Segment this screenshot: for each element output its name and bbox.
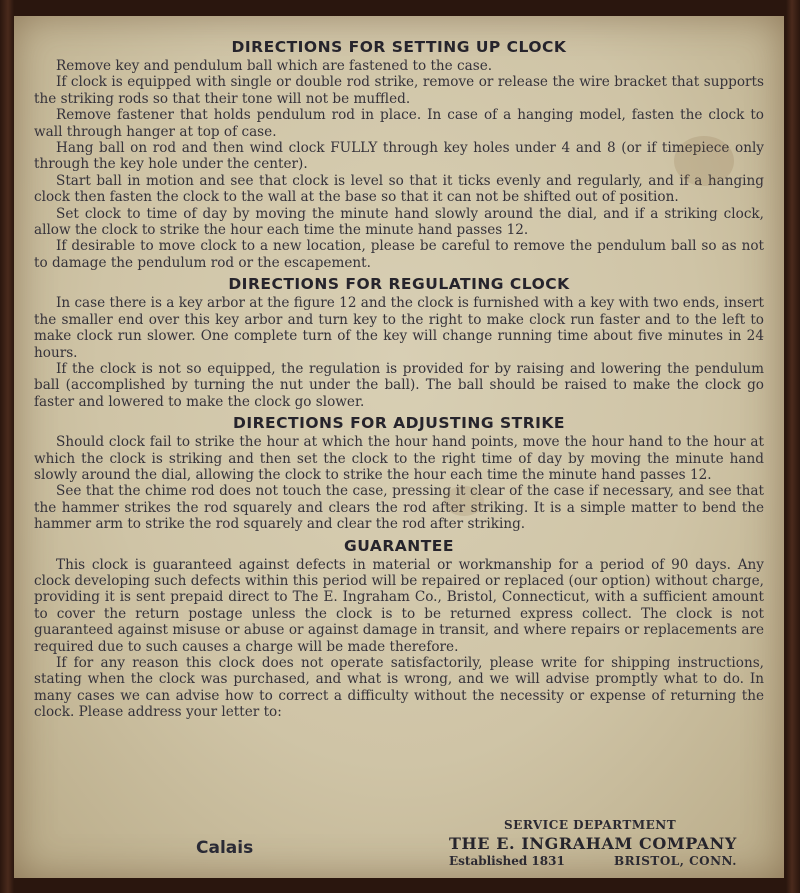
paragraph: If desirable to move clock to a new location, please be careful to remove the pendulum ball so as not to damage the pendulum rod or the escapement. xyxy=(34,238,764,271)
footer xyxy=(14,816,784,876)
paragraph: In case there is a key arbor at the figure 12 and the clock is furnished with a key with two ends, insert the smaller end over this key arbor and turn key to the right to make clock run faster and to the left to make clock run slower. One complete turn of the key will change running time about five minutes in 24 hours. xyxy=(34,295,764,361)
company-location: BRISTOL, CONN. xyxy=(614,854,737,868)
established-year: Established 1831 xyxy=(449,854,565,868)
section-heading: DIRECTIONS FOR ADJUSTING STRIKE xyxy=(232,414,566,433)
section-heading: DIRECTIONS FOR REGULATING CLOCK xyxy=(228,275,570,294)
service-department: SERVICE DEPARTMENT xyxy=(504,818,677,832)
paragraph: Start ball in motion and see that clock is level so that it ticks evenly and regularly, and if a hanging clock then fasten the clock to the wall at the base so that it can not be shifted out of position. xyxy=(34,172,764,206)
paragraph: Remove fastener that holds pendulum rod in place. In case of a hanging model, fasten the clock to wall through hanger at top of case. xyxy=(34,107,764,140)
paragraph: Remove key and pendulum ball which are fastened to the case. xyxy=(56,58,493,74)
section-heading: GUARANTEE xyxy=(344,536,454,555)
stain-mark xyxy=(444,486,484,516)
section-heading: DIRECTIONS FOR SETTING UP CLOCK xyxy=(231,38,567,56)
section-guarantee xyxy=(34,537,764,721)
paragraph: If the clock is not so equipped, the regulation is provided for by raising and lowering the pendulum ball (accomplished by turning the nut under the ball). The ball should be raised to make the clock go faster and lowered to make the clock go slower. xyxy=(34,360,764,410)
stain-mark xyxy=(674,136,734,186)
section-adjusting-strike xyxy=(34,414,764,532)
paragraph: Hang ball on rod and then wind clock FULLY through key holes under 4 and 8 (or if timepiece only through the key hole under the center). xyxy=(34,140,764,173)
paragraph: See that the chime rod does not touch the case, pressing it clear of the case if necessary, and see that the hammer strikes the rod squarely and clears the rod after striking. It is a simple matter to bend the hammer arm to strike the rod squarely and clear the rod after striking. xyxy=(34,483,764,533)
paragraph: Set clock to time of day by moving the minute hand slowly around the dial, and if a striking clock, allow the clock to strike the hour each time the minute hand passes 12. xyxy=(34,205,764,239)
section-setting-up xyxy=(34,38,764,271)
company-name: THE E. INGRAHAM COMPANY xyxy=(449,834,737,853)
model-name: Calais xyxy=(196,838,254,858)
paragraph: If clock is equipped with single or double rod strike, remove or release the wire bracket that supports the striking rods so that their tone will not be muffled. xyxy=(34,74,764,107)
paragraph: If for any reason this clock does not operate satisfactorily, please write for shipping instructions, stating when the clock was purchased, and what is wrong, and we will advise promptly what to do. In many cases we can advise how to correct a difficulty without the necessity or expense of returning the clock. Please address your letter to: xyxy=(34,655,764,721)
paragraph: This clock is guaranteed against defects in material or workmanship for a period of 90 days. Any clock developing such defects within this period will be repaired or replaced (our option) without charge, providing it is sent prepaid direct to The E. Ingraham Co., Bristol, Connecticut, with a sufficient amount to cover the return postage unless the clock is to be returned express collect. The clock is not guaranteed against misuse or abuse or against damage in transit, and where repairs or replacements are required due to such causes a charge will be made therefore. xyxy=(34,556,764,655)
instruction-label xyxy=(14,16,784,878)
section-regulating xyxy=(34,275,764,410)
paragraph: Should clock fail to strike the hour at which the hour hand points, move the hour hand to the hour at which the clock is striking and then set the clock to the right time of day by moving the minute hand slowly around the dial, allowing the clock to strike the hour each time the minute hand passes 12. xyxy=(34,434,764,483)
